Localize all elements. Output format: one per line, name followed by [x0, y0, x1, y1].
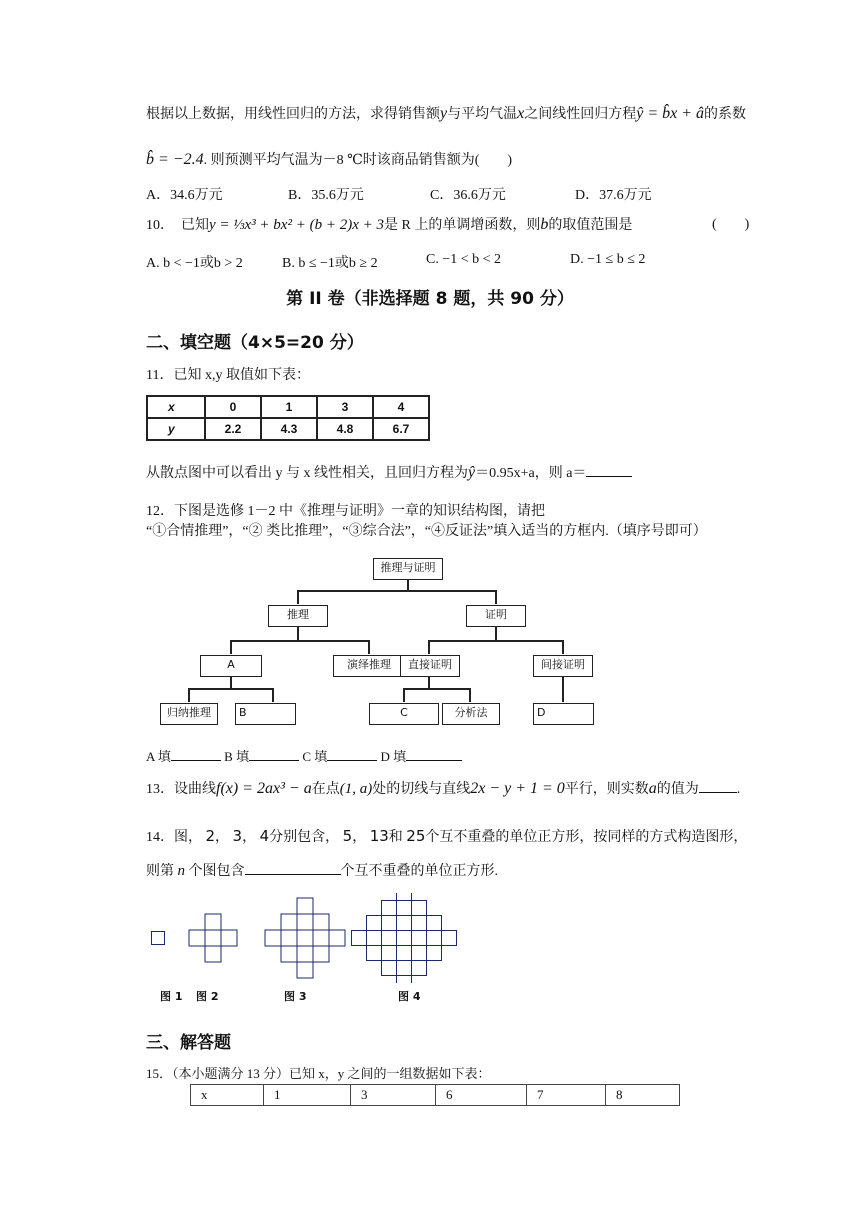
connector — [495, 590, 497, 604]
unit-square — [205, 914, 221, 930]
unit-square — [397, 946, 412, 961]
q10-option-d: D. −1 ≤ b ≤ 2 — [570, 252, 646, 267]
q13-text: 在点 — [311, 782, 340, 797]
unit-square — [313, 930, 329, 946]
q10-b: b — [540, 216, 549, 233]
unit-square — [281, 946, 297, 962]
table-cell: 3 — [351, 1085, 436, 1106]
unit-square — [397, 931, 412, 946]
q14-text: 个图包含 — [188, 864, 245, 879]
unit-square — [382, 946, 397, 961]
figure-label-3: 图 3 — [284, 990, 307, 1003]
connector — [495, 627, 497, 640]
q13-point: (1, a) — [339, 781, 373, 797]
q13-text: 的值为 — [656, 782, 699, 797]
connector — [230, 676, 232, 688]
unit-square — [412, 931, 427, 946]
answer-blank — [245, 860, 341, 875]
q9-line1 — [146, 104, 746, 125]
connector — [188, 688, 190, 702]
unit-square — [352, 931, 367, 946]
figure-3 — [265, 898, 345, 978]
q14-text: 14．图， — [146, 830, 202, 845]
q9-b-value: b̂ = −2.4 — [146, 151, 204, 168]
connector — [403, 688, 469, 690]
unit-square — [382, 916, 397, 931]
q12-text: “①合情推理”，“② 类比推理”，“③综合法”，“④反证法”填入适当的方框内.（填序号即可） — [146, 524, 707, 539]
q9-option-c: C．36.6万元 — [430, 188, 506, 203]
q9-option-a: A．34.6万元 — [146, 188, 223, 203]
connector — [297, 590, 299, 604]
q11-text: 11．已知 x,y 取值如下表： — [146, 368, 310, 383]
q14-line1: 14．图， 2， 3， 4分别包含， 5， 13和 25个互不重叠的单位正方形，按同样的方式构造图形， — [146, 827, 748, 845]
q10-text: 的取值范围是 — [548, 218, 633, 233]
unit-square — [427, 916, 442, 931]
unit-square — [427, 946, 442, 961]
part2-title: 第 II 卷（非选择题 8 题，共 90 分） — [286, 289, 574, 309]
connector — [297, 627, 299, 640]
q10-equation: y = ⅓x³ + bx² + (b + 2)x + 3 — [209, 217, 384, 233]
q9-text: . 则预测平均气温为－8 ℃时该商品销售额为( ) — [203, 153, 513, 168]
answer-blank — [249, 746, 299, 761]
unit-square — [382, 901, 397, 916]
table-cell: 3 — [317, 396, 373, 418]
tree-node-direct-proof: 直接证明 — [400, 655, 460, 677]
unit-square — [297, 914, 313, 930]
table-cell: 0 — [205, 396, 261, 418]
q9-y: y — [440, 105, 448, 122]
q9-text: 根据以上数据，用线性回归的方法，求得销售额 — [146, 107, 440, 122]
table-cell: 6 — [436, 1085, 527, 1106]
tree-node-deductive: 演绎推理 — [333, 655, 405, 677]
unit-square — [281, 930, 297, 946]
connector — [188, 688, 272, 690]
unit-square — [265, 930, 281, 946]
table-cell: 4.3 — [261, 418, 317, 440]
q10-option-b: B. b ≤ −1或b ≥ 2 — [282, 256, 378, 271]
q12-text: 12．下图是选修 1－2 中《推理与证明》一章的知识结构图，请把 — [146, 504, 545, 519]
tree-node-root: 推理与证明 — [373, 558, 443, 580]
connector — [469, 688, 471, 702]
answer-blank — [699, 778, 737, 793]
unit-square — [397, 916, 412, 931]
table-row — [147, 396, 429, 418]
q9-text: 之间线性回归方程 — [524, 107, 637, 122]
table-cell: 1 — [264, 1085, 351, 1106]
figure-4 — [352, 893, 457, 983]
q14-count: 13 — [369, 827, 389, 845]
q10-text: 是 R 上的单调增函数，则 — [383, 218, 541, 233]
unit-square — [397, 961, 412, 976]
q10-option-a: A. b < −1或b > 2 — [146, 256, 243, 271]
unit-square — [367, 916, 382, 931]
q11-line2 — [146, 462, 632, 484]
connector — [272, 688, 274, 702]
answer-blank — [327, 746, 377, 761]
unit-square — [297, 946, 313, 962]
q10-answer-paren: ( ) — [712, 217, 750, 232]
tree-node-reasoning: 推理 — [268, 605, 328, 627]
q14-figures — [0, 893, 860, 983]
unit-square — [427, 931, 442, 946]
q9-equation: ŷ = b̂x + â — [636, 105, 705, 122]
q14-text: 则第 — [146, 864, 174, 879]
tree-node-indirect-proof: 间接证明 — [533, 655, 593, 677]
unit-square — [397, 901, 412, 916]
fill-label: D 填 — [380, 749, 407, 764]
q10-text: 已知 — [181, 218, 209, 233]
unit-square — [329, 930, 345, 946]
unit-square — [297, 962, 313, 978]
q9-text: 的系数 — [704, 107, 747, 122]
q13-equation: f(x) = 2ax³ − a — [216, 780, 312, 797]
unit-square — [412, 961, 427, 976]
figure-2 — [189, 914, 237, 962]
q14-num: 2 — [205, 827, 216, 845]
tree-node-inductive: 归纳推理 — [160, 703, 218, 725]
figure-label-1: 图 1 — [160, 990, 183, 1003]
q10-number: 10． — [146, 218, 174, 233]
table-cell: 6.7 — [373, 418, 429, 440]
unit-square — [412, 901, 427, 916]
q13-line-equation: 2x − y + 1 = 0 — [470, 780, 565, 797]
q14-line2 — [146, 860, 498, 882]
q14-num: 3 — [232, 827, 243, 845]
table-cell: 1 — [261, 396, 317, 418]
q9-line2 — [146, 150, 512, 171]
unit-square — [205, 930, 221, 946]
q10-option-c: C. −1 < b < 2 — [426, 252, 502, 267]
q11-table — [146, 395, 430, 441]
unit-square — [397, 976, 412, 984]
q13-a: a — [648, 780, 657, 797]
q9-option-d: D．37.6万元 — [575, 188, 652, 203]
q15-text: 15．（本小题满分 13 分）已知 x，y 之间的一组数据如下表： — [146, 1066, 491, 1081]
unit-square — [205, 946, 221, 962]
q13-text: 处的切线与直线 — [372, 782, 471, 797]
answer-blank — [406, 746, 462, 761]
q14-n: n — [177, 863, 185, 879]
unit-square — [367, 931, 382, 946]
q10-line — [146, 215, 632, 236]
table-cell: 4.8 — [317, 418, 373, 440]
q14-count: 5 — [342, 827, 353, 845]
connector — [297, 590, 495, 592]
q9-x: x — [517, 105, 525, 122]
table-cell: 4 — [373, 396, 429, 418]
connector — [230, 640, 368, 642]
connector — [230, 640, 232, 654]
tree-node-b: B — [235, 703, 296, 725]
q11-yhat: ŷ — [468, 464, 476, 481]
q13-text: 平行，则实数 — [564, 782, 649, 797]
unit-square — [189, 930, 205, 946]
unit-square — [382, 931, 397, 946]
q14-text: 分别包含， — [269, 830, 340, 845]
answer-blank — [171, 746, 221, 761]
q14-text: 个互不重叠的单位正方形，按同样的方式构造图形， — [425, 830, 748, 845]
q11-text: 从散点图中可以看出 y 与 x 线性相关，且回归方程为 — [146, 466, 468, 481]
unit-square — [442, 931, 457, 946]
fill-label: A 填 — [146, 749, 171, 764]
q15-table — [190, 1084, 680, 1106]
unit-square — [313, 946, 329, 962]
tree-node-d: D — [533, 703, 594, 725]
q13-text: 13．设曲线 — [146, 782, 216, 797]
unit-square — [367, 946, 382, 961]
figure-label-4: 图 4 — [398, 990, 421, 1003]
tree-node-c: C — [369, 703, 439, 725]
section2-title: 二、填空题（4×5=20 分） — [146, 333, 364, 353]
table-row — [147, 418, 429, 440]
fill-label: C 填 — [302, 749, 328, 764]
tree-node-analysis: 分析法 — [442, 703, 500, 725]
q14-text: 个互不重叠的单位正方形. — [340, 864, 498, 879]
q14-num: 4 — [259, 827, 270, 845]
table-cell: y — [147, 418, 205, 440]
figure-label-2: 图 2 — [196, 990, 219, 1003]
figure-1 — [152, 932, 165, 945]
unit-square — [221, 930, 237, 946]
unit-square — [297, 898, 313, 914]
unit-square — [313, 914, 329, 930]
table-cell: x — [147, 396, 205, 418]
connector — [428, 640, 430, 654]
table-cell: 8 — [606, 1085, 680, 1106]
table-cell: x — [191, 1085, 264, 1106]
q14-count: 25 — [406, 827, 426, 845]
unit-square — [412, 946, 427, 961]
unit-square — [281, 914, 297, 930]
section3-title: 三、解答题 — [146, 1033, 231, 1053]
connector — [562, 676, 564, 702]
unit-square — [412, 916, 427, 931]
table-row — [191, 1085, 680, 1106]
tree-node-a: A — [200, 655, 262, 677]
unit-square — [397, 893, 412, 901]
connector — [428, 676, 430, 688]
connector — [368, 640, 370, 654]
unit-square — [152, 932, 165, 945]
answer-blank — [586, 462, 632, 477]
unit-square — [382, 961, 397, 976]
q9-option-b: B．35.6万元 — [288, 188, 364, 203]
q11-text: ＝0.95x+a，则 a＝ — [475, 466, 587, 481]
connector — [562, 640, 564, 654]
tree-node-proof: 证明 — [466, 605, 526, 627]
unit-square — [297, 930, 313, 946]
connector — [428, 640, 562, 642]
fill-label: B 填 — [224, 749, 250, 764]
q12-fill-line — [146, 746, 462, 767]
connector — [403, 688, 405, 702]
q13-line: 13．设曲线f(x) = 2ax³ − a在点(1, a)处的切线与直线2x − y + 1 = 0平行，则实数a的值为 . — [146, 780, 741, 797]
table-cell: 2.2 — [205, 418, 261, 440]
q9-text: 与平均气温 — [447, 107, 518, 122]
table-cell: 7 — [527, 1085, 606, 1106]
